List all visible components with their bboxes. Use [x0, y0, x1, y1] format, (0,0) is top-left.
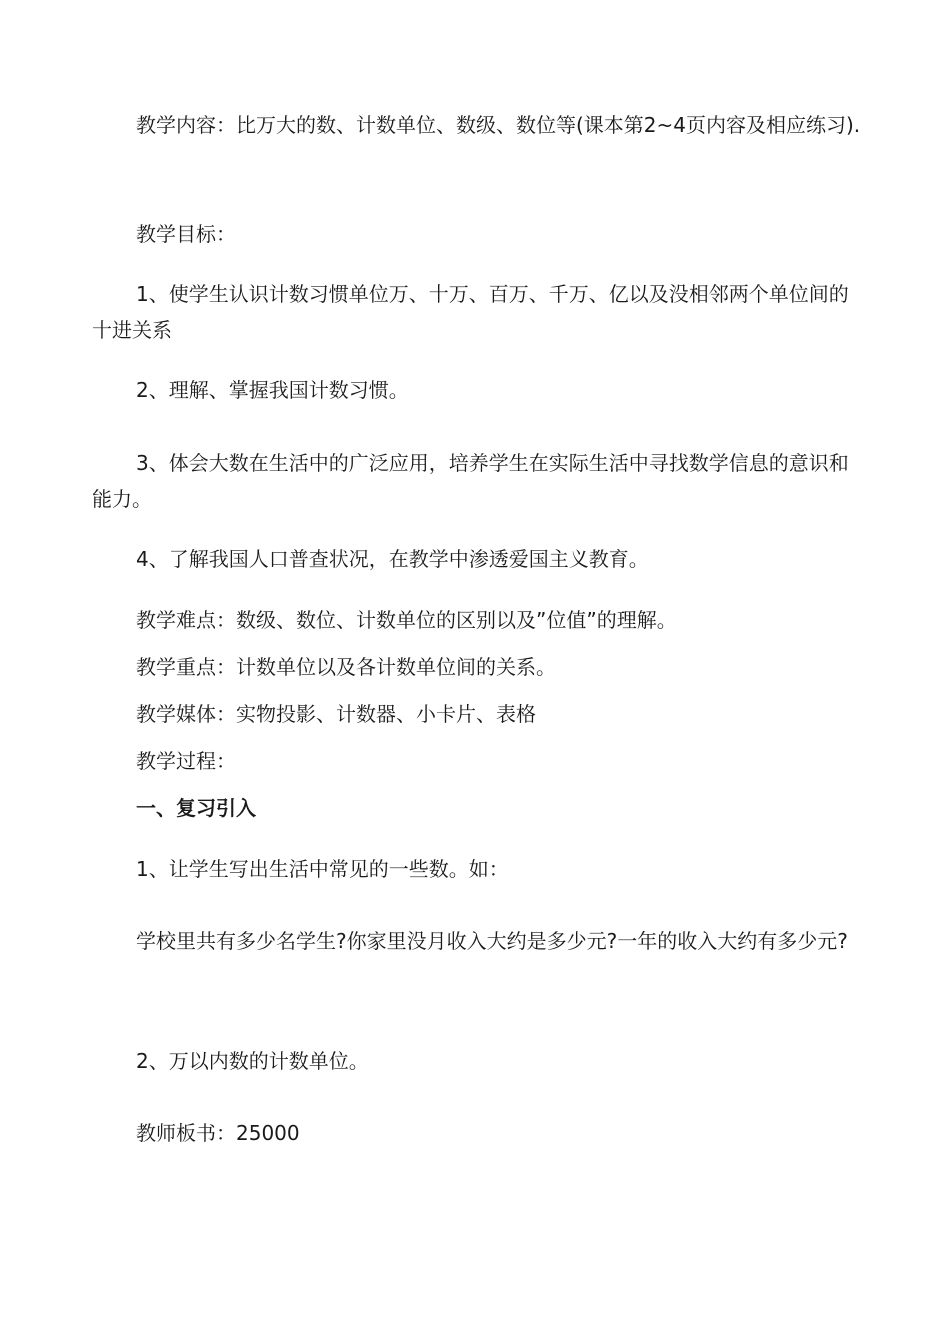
paragraph-goal-3: 3、体会大数在生活中的广泛应用，培养学生在实际生活中寻找数学信息的意识和能力。 — [92, 451, 849, 511]
paragraph-step-1: 1、让学生写出生活中常见的一些数。如： — [136, 857, 509, 881]
paragraph-goal-2: 2、理解、掌握我国计数习惯。 — [136, 378, 409, 402]
paragraph-key-point: 教学重点：计数单位以及各计数单位间的关系。 — [136, 655, 556, 679]
paragraph-step-2: 2、万以内数的计数单位。 — [136, 1049, 369, 1073]
paragraph-goal-4: 4、了解我国人口普查状况，在教学中渗透爱国主义教育。 — [136, 547, 649, 571]
paragraph-goals-heading: 教学目标： — [136, 222, 236, 246]
paragraph-process: 教学过程： — [136, 749, 236, 773]
paragraph-content: 教学内容：比万大的数、计数单位、数级、数位等(课本第2~4页内容及相应练习). — [136, 113, 861, 137]
paragraph-media: 教学媒体：实物投影、计数器、小卡片、表格 — [136, 702, 536, 726]
paragraph-question: 学校里共有多少名学生?你家里没月收入大约是多少元?一年的收入大约有多少元? — [136, 929, 848, 953]
section-heading-review: 一、复习引入 — [136, 796, 256, 820]
paragraph-difficulty: 教学难点：数级、数位、计数单位的区别以及”位值”的理解。 — [136, 608, 677, 632]
paragraph-board: 教师板书：25000 — [136, 1121, 300, 1145]
paragraph-goal-1: 1、使学生认识计数习惯单位万、十万、百万、千万、亿以及没相邻两个单位间的十进关系 — [92, 282, 849, 342]
